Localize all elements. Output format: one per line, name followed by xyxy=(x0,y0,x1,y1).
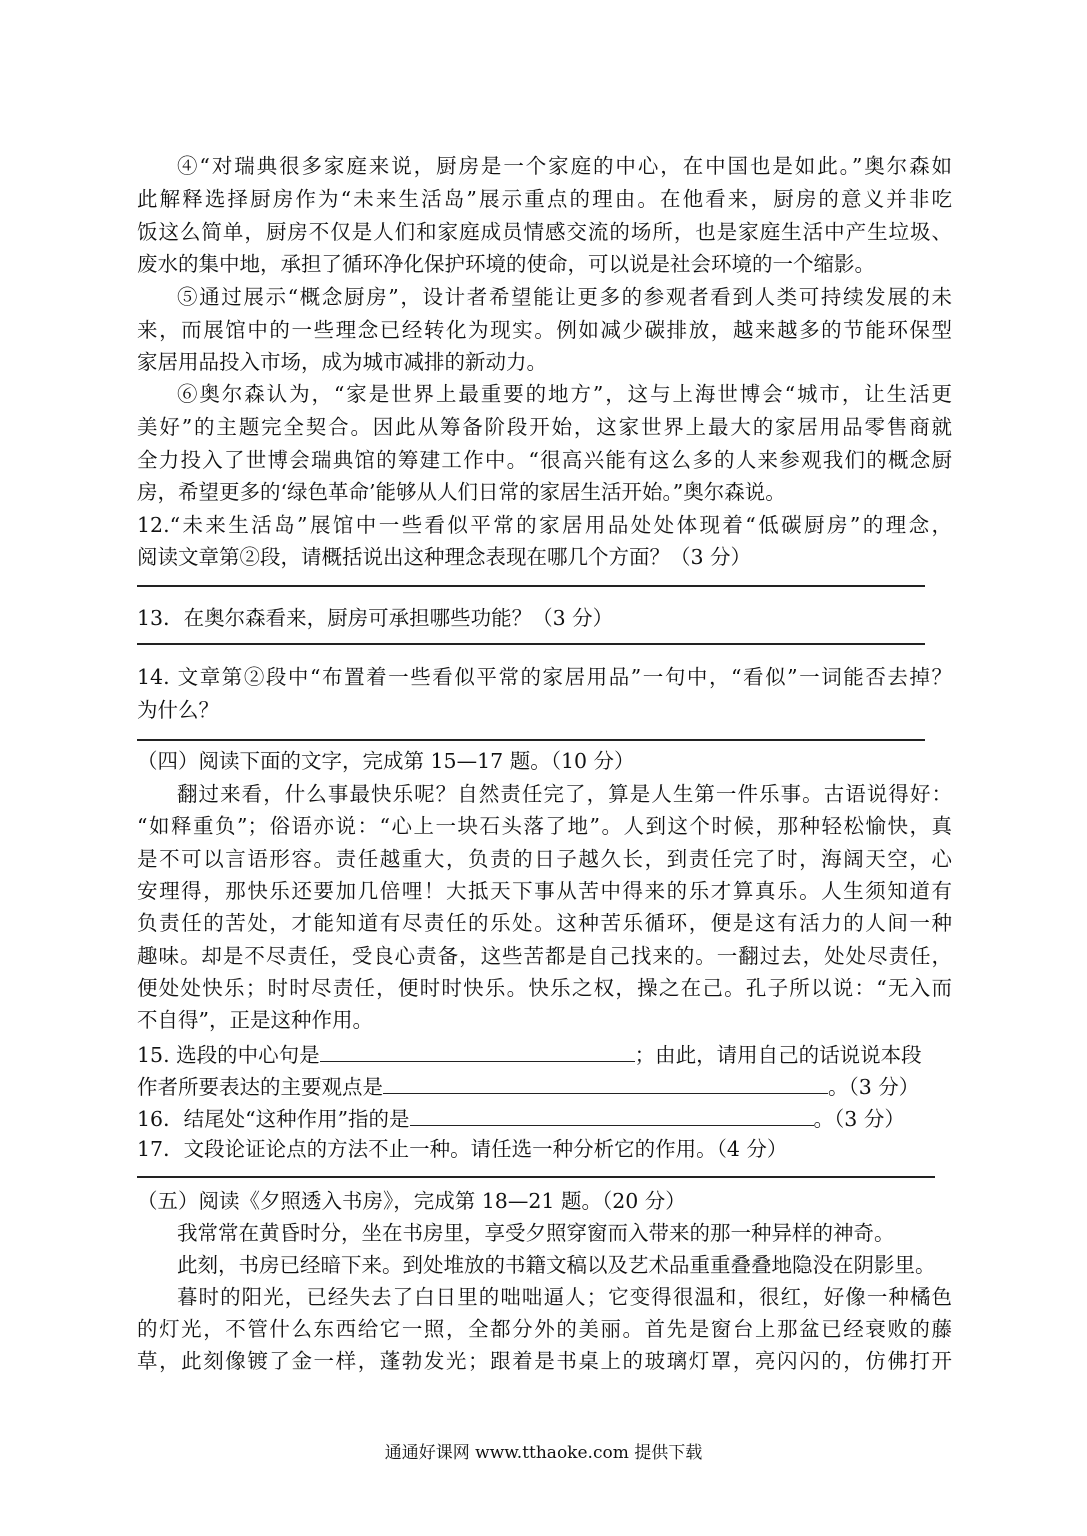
para4-line-2: 此解释选择厨房作为“未来生活岛”展示重点的理由。在他看来，厨房的意义并非吃 xyxy=(137,187,952,211)
para4-line-4: 废水的集中地，承担了循环净化保护环境的使命，可以说是社会环境的一个缩影。 xyxy=(137,252,875,276)
question-17: 17．文段论证论点的方法不止一种。请任选一种分析它的作用。（4 分） xyxy=(137,1137,788,1161)
page-footer: 通通好课网 www.tthaoke.com 提供下载 xyxy=(384,1443,703,1463)
section-4-line-5: 负责任的苦处，才能知道有尽责任的乐处。这种苦乐循环，便是这有活力的人间一种 xyxy=(137,911,952,935)
section-4-line-2: “如释重负”；俗语亦说：“心上一块石头落了地”。人到这个时候，那种轻松愉快，真 xyxy=(137,814,952,838)
question-15-line-1 xyxy=(137,1037,952,1070)
question-15-prompt-2: 作者所要表达的主要观点是 xyxy=(137,1075,383,1099)
question-16 xyxy=(137,1101,952,1134)
question-14-line-1: 14. 文章第②段中“布置着一些看似平常的家居用品”一句中，“看似”一词能否去掉？ xyxy=(137,665,952,689)
para4-line-3: 饭这么简单，厨房不仅是人们和家庭成员情感交流的场所，也是家庭生活中产生垃圾、 xyxy=(137,220,952,244)
section-4-line-4: 安理得，那快乐还要加几倍哩！大抵天下事从苦中得来的乐才算真乐。人生须知道有 xyxy=(137,879,952,903)
answer-line-12[interactable] xyxy=(137,585,925,587)
para6-line-1: ⑥奥尔森认为，“家是世界上最重要的地方”，这与上海世博会“城市，让生活更 xyxy=(177,382,952,406)
para6-line-4: 房，希望更多的‘绿色革命’能够从人们日常的家居生活开始。”奥尔森说。 xyxy=(137,480,786,504)
section-5-line-3: 暮时的阳光，已经失去了白日里的咄咄逼人；它变得很温和，很红，好像一种橘色 xyxy=(177,1285,952,1309)
question-16-points: 。（3 分） xyxy=(813,1107,905,1131)
blank-16[interactable] xyxy=(410,1101,814,1126)
section-4-line-8: 不自得”，正是这种作用。 xyxy=(137,1008,373,1032)
question-13: 13．在奥尔森看来，厨房可承担哪些功能？（3 分） xyxy=(137,606,614,630)
section-4-line-6: 趣味。却是不尽责任，受良心责备，这些苦都是自己找来的。一翻过去，处处尽责任， xyxy=(137,944,952,968)
question-15-line-2 xyxy=(137,1069,952,1102)
para6-line-3: 全力投入了世博会瑞典馆的筹建工作中。“很高兴能有这么多的人来参观我们的概念厨 xyxy=(137,448,952,472)
section-4-line-1: 翻过来看，什么事最快乐呢？自然责任完了，算是人生第一件乐事。古语说得好： xyxy=(177,782,952,806)
para6-line-2: 美好”的主题完全契合。因此从筹备阶段开始，这家世界上最大的家居用品零售商就 xyxy=(137,415,952,439)
question-14-line-2: 为什么？ xyxy=(137,698,219,722)
section-4-heading: （四）阅读下面的文字，完成第 15—17 题。（10 分） xyxy=(137,749,635,773)
para5-line-2: 来，而展馆中的一些理念已经转化为现实。例如减少碳排放，越来越多的节能环保型 xyxy=(137,318,952,342)
answer-line-14[interactable] xyxy=(137,739,925,741)
section-4-line-3: 是不可以言语形容。责任越重大，负责的日子越久长，到责任完了时，海阔天空，心 xyxy=(137,847,952,871)
question-12-line-1: 12.“未来生活岛”展馆中一些看似平常的家居用品处处体现着“低碳厨房”的理念， xyxy=(137,513,952,537)
question-12-line-2: 阅读文章第②段，请概括说出这种理念表现在哪几个方面？（3 分） xyxy=(137,545,752,569)
para4-line-1: ④“对瑞典很多家庭来说，厨房是一个家庭的中心，在中国也是如此。”奥尔森如 xyxy=(177,154,952,178)
question-16-prompt: 16．结尾处“这种作用”指的是 xyxy=(137,1107,410,1131)
section-5-line-4: 的灯光，不管什么东西给它一照，全都分外的美丽。首先是窗台上那盆已经衰败的藤 xyxy=(137,1317,952,1341)
question-15-prompt: 15. 选段的中心句是 xyxy=(137,1043,320,1067)
section-5-line-2: 此刻，书房已经暗下来。到处堆放的书籍文稿以及艺术品重重叠叠地隐没在阴影里。 xyxy=(177,1253,936,1277)
para5-line-1: ⑤通过展示“概念厨房”，设计者希望能让更多的参观者看到人类可持续发展的未 xyxy=(177,285,952,309)
blank-15-central-sentence[interactable] xyxy=(320,1037,635,1062)
blank-15-main-idea[interactable] xyxy=(383,1069,828,1094)
section-5-line-1: 我常常在黄昏时分，坐在书房里，享受夕照穿窗而入带来的那一种异样的神奇。 xyxy=(177,1221,895,1245)
answer-line-17[interactable] xyxy=(137,1176,935,1178)
answer-line-13[interactable] xyxy=(137,643,925,645)
section-5-line-5: 草，此刻像镀了金一样，蓬勃发光；跟着是书桌上的玻璃灯罩，亮闪闪的，仿佛打开 xyxy=(137,1349,952,1373)
question-15-continuation: ；由此，请用自己的话说说本段 xyxy=(634,1043,922,1067)
section-4-line-7: 便处处快乐；时时尽责任，便时时快乐。快乐之权，操之在己。孔子所以说：“无入而 xyxy=(137,976,952,1000)
section-5-heading: （五）阅读《夕照透入书房》，完成第 18—21 题。（20 分） xyxy=(137,1189,686,1213)
para5-line-3: 家居用品投入市场，成为城市减排的新动力。 xyxy=(137,350,547,374)
question-15-points: 。（3 分） xyxy=(828,1075,920,1099)
